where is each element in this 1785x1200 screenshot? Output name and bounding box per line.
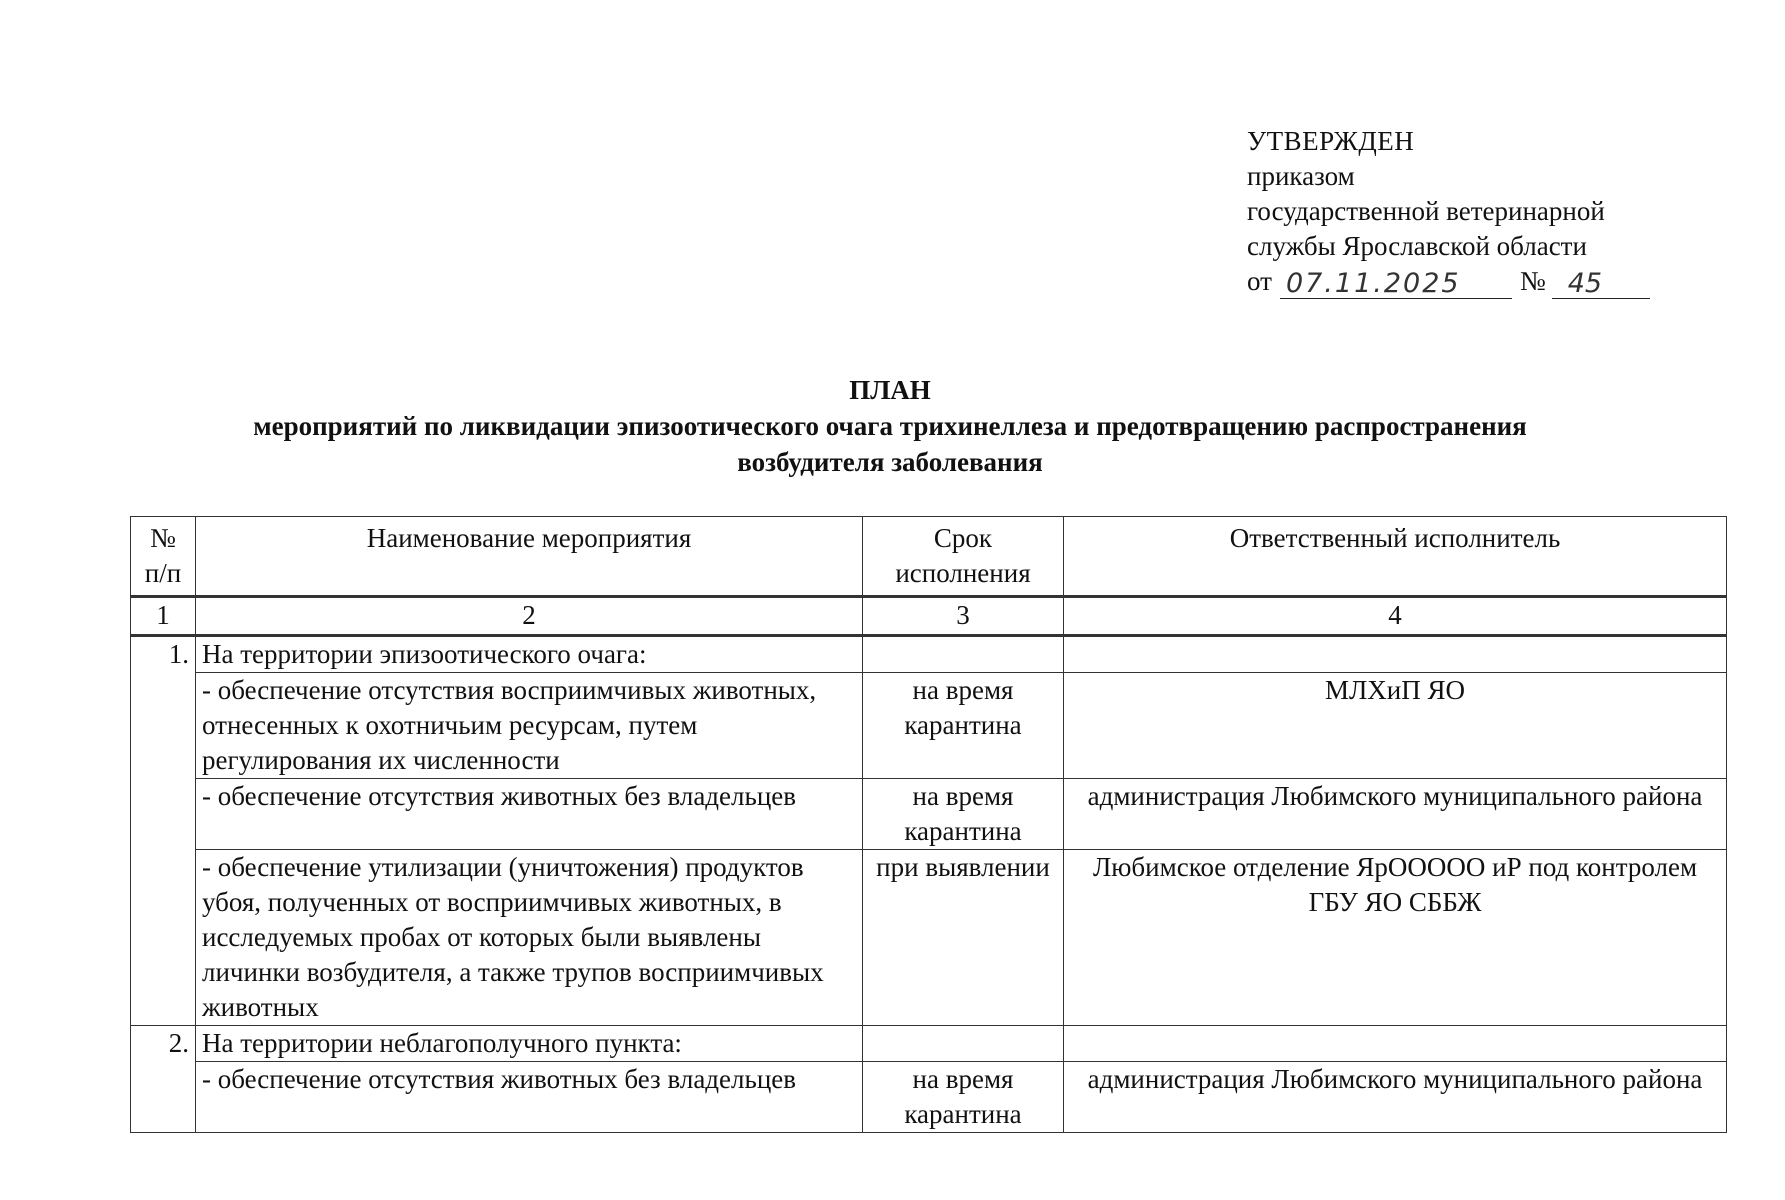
column-number: 1 — [131, 597, 196, 636]
section-row — [131, 636, 1727, 673]
approval-date-row — [1247, 264, 1650, 299]
column-number: 2 — [196, 597, 863, 636]
approval-line-3: службы Ярославской области — [1247, 231, 1587, 261]
header-name: Наименование мероприятия — [196, 517, 863, 597]
header-num: № п/п — [131, 517, 196, 597]
measure-responsible: администрация Любимского муниципального района — [1064, 779, 1727, 850]
section-number: 2. — [131, 1026, 196, 1133]
plan-table — [130, 516, 1727, 1133]
approval-line-1: приказом — [1247, 161, 1355, 191]
approval-heading: УТВЕРЖДЕН — [1247, 126, 1415, 156]
approval-line-2: государственной ветеринарной — [1247, 196, 1605, 226]
table-row — [131, 673, 1727, 779]
column-number: 3 — [863, 597, 1064, 636]
measure-name: - обеспечение отсутствия животных без владельцев — [196, 1062, 863, 1133]
section-number: 1. — [131, 636, 196, 1026]
plan-title: ПЛАН — [849, 375, 931, 405]
measure-name: - обеспечение отсутствия восприимчивых животных, отнесенных к охотничьим ресурсам, путем регулирования их численности — [196, 673, 863, 779]
column-number: 4 — [1064, 597, 1727, 636]
section-row — [131, 1026, 1727, 1062]
section-title: На территории эпизоотического очага: — [196, 636, 863, 673]
section-title: На территории неблагополучного пункта: — [196, 1026, 863, 1062]
plan-subtitle-line-2: возбудителя заболевания — [737, 447, 1043, 477]
table-header-row — [131, 517, 1727, 597]
header-responsible: Ответственный исполнитель — [1064, 517, 1727, 597]
measure-term: на время карантина — [863, 673, 1064, 779]
table-row — [131, 1062, 1727, 1133]
column-number-row — [131, 597, 1727, 636]
measure-responsible: МЛХиП ЯО — [1064, 673, 1727, 779]
measure-term: на время карантина — [863, 1062, 1064, 1133]
approval-stamp — [1247, 124, 1650, 299]
header-term: Срок исполнения — [863, 517, 1064, 597]
measure-responsible: Любимское отделение ЯрООООО иР под контролем ГБУ ЯО СББЖ — [1064, 850, 1727, 1026]
date-prefix: от — [1247, 266, 1272, 296]
measure-responsible: администрация Любимского муниципального района — [1064, 1062, 1727, 1133]
table-row — [131, 779, 1727, 850]
document-title — [130, 372, 1650, 480]
measure-name: - обеспечение утилизации (уничтожения) продуктов убоя, полученных от восприимчивых животных, в исследуемых пробах от которых были выявлены личинки возбудителя, а также трупов восприимчивых животных — [196, 850, 863, 1026]
table-row — [131, 850, 1727, 1026]
measure-term: на время карантина — [863, 779, 1064, 850]
handwritten-date: 07.11.2025 — [1280, 269, 1512, 299]
measure-name: - обеспечение отсутствия животных без владельцев — [196, 779, 863, 850]
measure-term: при выявлении — [863, 850, 1064, 1026]
handwritten-number: 45 — [1552, 269, 1650, 299]
number-label: № — [1519, 266, 1546, 296]
plan-subtitle-line-1: мероприятий по ликвидации эпизоотического очага трихинеллеза и предотвращению распространения — [253, 411, 1527, 441]
